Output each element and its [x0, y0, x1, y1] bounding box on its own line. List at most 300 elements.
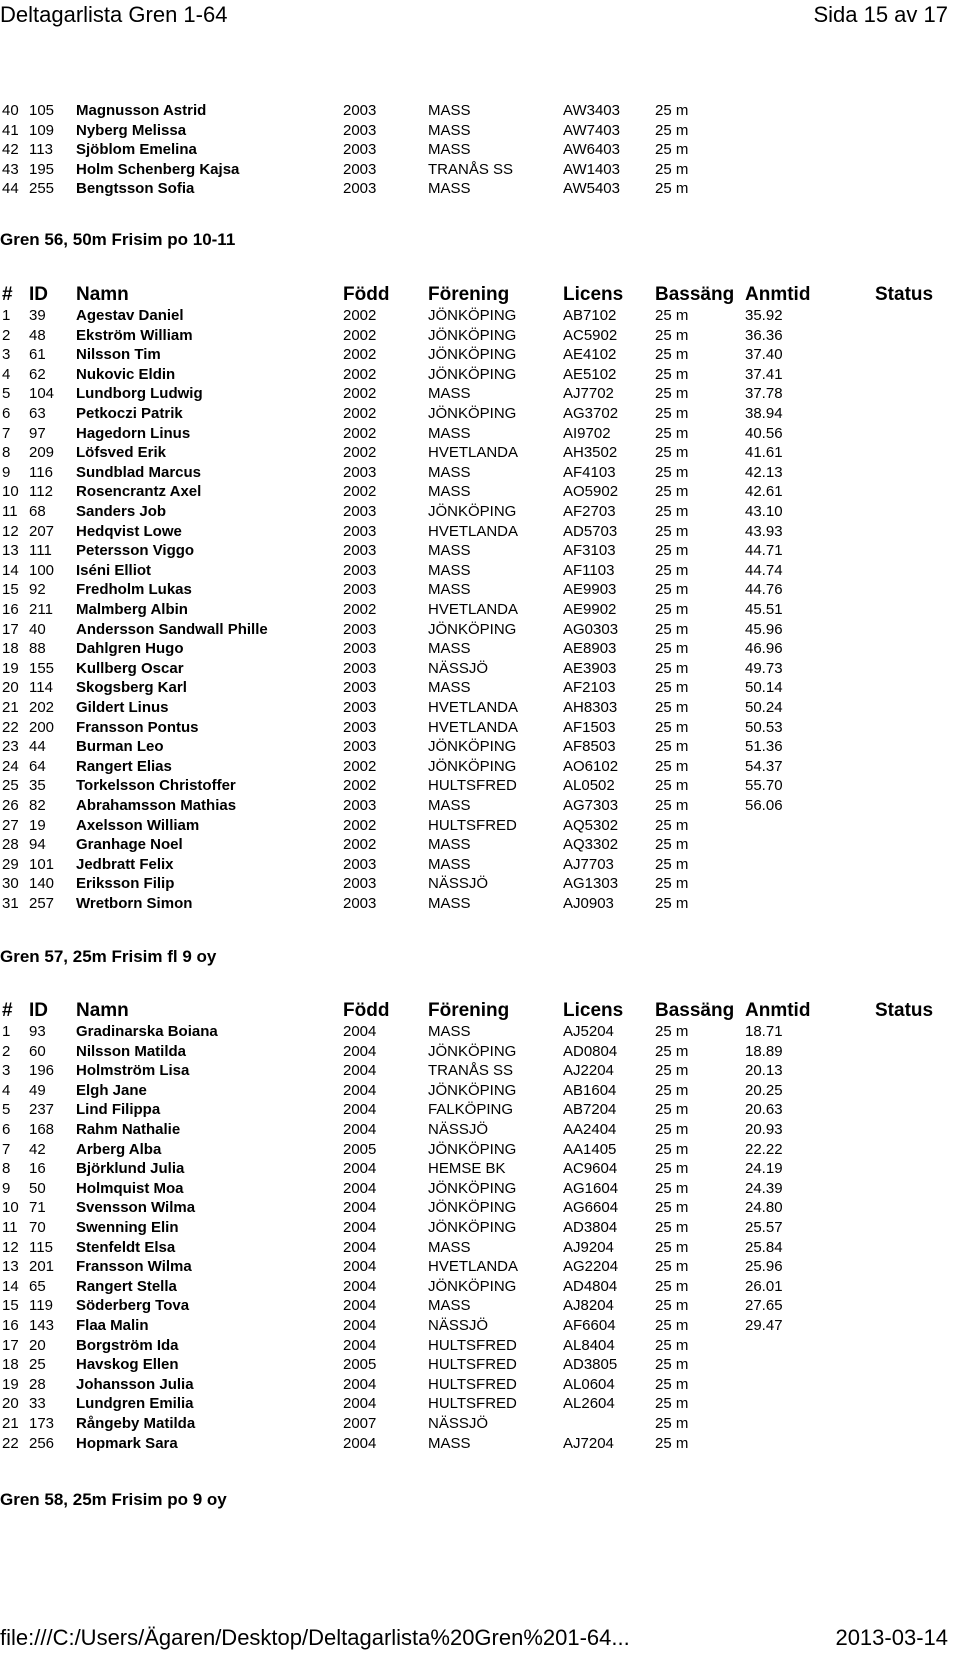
table-row	[0, 678, 948, 698]
place-cell: 20	[2, 1395, 19, 1413]
club-cell: MASS	[428, 581, 471, 599]
table-row	[0, 620, 948, 640]
place-cell: 4	[2, 1081, 11, 1099]
name-cell: Hopmark Sara	[76, 1434, 178, 1452]
name-cell: Fransson Wilma	[76, 1258, 192, 1276]
pool-cell: 25 m	[655, 503, 689, 520]
birth-year-cell: 2003	[343, 659, 377, 677]
entry-time-cell: 37.40	[745, 346, 783, 364]
birth-year-cell: 2003	[343, 141, 377, 159]
license-cell: AW1403	[563, 160, 620, 178]
pool-cell: 25 m	[655, 1434, 689, 1452]
license-cell: AI9702	[563, 424, 611, 442]
club-cell: MASS	[428, 180, 471, 198]
name-cell: Skogsberg Karl	[76, 679, 187, 697]
table-row	[0, 639, 948, 659]
entry-time-cell: 46.96	[745, 640, 783, 658]
entry-time-cell: 49.73	[745, 659, 783, 677]
swimmer-id-cell: 113	[29, 141, 53, 159]
swimmer-id-cell: 33	[29, 1395, 46, 1413]
swimmer-id-cell: 20	[29, 1336, 46, 1354]
birth-year-cell: 2002	[343, 424, 377, 442]
club-cell: MASS	[428, 424, 471, 442]
place-cell: 44	[2, 180, 19, 198]
table-row	[0, 796, 948, 816]
license-cell: AO6102	[563, 757, 619, 775]
club-cell: JÖNKÖPING	[428, 1140, 517, 1158]
pool-cell: 25 m	[655, 1101, 689, 1119]
pool-cell: 25 m	[655, 1199, 689, 1217]
swimmer-id-cell: 173	[29, 1415, 55, 1432]
table-row	[0, 757, 948, 777]
table-row	[0, 718, 948, 738]
pool-cell: 25 m	[655, 1179, 689, 1197]
place-cell: 7	[2, 424, 11, 442]
license-cell: AB1604	[563, 1081, 617, 1099]
place-cell: 26	[2, 797, 19, 814]
column-header-license: Licens	[563, 284, 624, 305]
entry-time-cell: 56.06	[745, 797, 783, 814]
column-header-born: Född	[343, 1000, 390, 1021]
club-cell: FALKÖPING	[428, 1101, 514, 1119]
name-cell: Kullberg Oscar	[76, 659, 184, 677]
license-cell: AW5403	[563, 180, 620, 198]
swimmer-id-cell: 35	[29, 777, 46, 795]
swimmer-id-cell: 112	[29, 483, 53, 501]
table-row	[0, 541, 948, 561]
table-row	[0, 561, 948, 581]
birth-year-cell: 2002	[343, 757, 377, 775]
license-cell: AG2204	[563, 1258, 619, 1276]
license-cell: AC5902	[563, 326, 618, 344]
name-cell: Sundblad Marcus	[76, 463, 202, 481]
birth-year-cell: 2004	[343, 1238, 377, 1256]
license-cell: AD3805	[563, 1356, 618, 1374]
license-cell: AD5703	[563, 522, 618, 540]
club-cell: JÖNKÖPING	[428, 1199, 517, 1217]
birth-year-cell: 2004	[343, 1101, 377, 1119]
place-cell: 5	[2, 1101, 11, 1119]
club-cell: MASS	[428, 102, 471, 119]
name-cell: Rosencrantz Axel	[76, 483, 202, 501]
column-header-entry-time: Anmtid	[745, 1000, 811, 1021]
license-cell: AG0303	[563, 620, 619, 638]
column-header-club: Förening	[428, 284, 510, 305]
license-cell: AO5902	[563, 483, 619, 501]
name-cell: Löfsved Erik	[76, 444, 167, 462]
column-header-id: ID	[29, 284, 48, 305]
pool-cell: 25 m	[655, 1277, 689, 1295]
entry-time-cell: 42.13	[745, 463, 783, 481]
pool-cell: 25 m	[655, 640, 689, 658]
birth-year-cell: 2003	[343, 855, 377, 873]
swimmer-id-cell: 63	[29, 405, 46, 422]
entry-time-cell: 18.89	[745, 1042, 783, 1060]
table-row	[0, 659, 948, 679]
swimmer-id-cell: 64	[29, 757, 46, 775]
swimmer-id-cell: 50	[29, 1179, 46, 1197]
license-cell: AF8503	[563, 738, 616, 756]
birth-year-cell: 2003	[343, 718, 377, 736]
club-cell: MASS	[428, 1238, 471, 1256]
license-cell: AF1503	[563, 718, 616, 736]
table-row	[0, 384, 948, 404]
name-cell: Rångeby Matilda	[76, 1415, 196, 1432]
license-cell: AQ5302	[563, 816, 619, 834]
club-cell: MASS	[428, 679, 471, 697]
entry-time-cell: 18.71	[745, 1023, 783, 1040]
pool-cell: 25 m	[655, 816, 689, 834]
table-row	[0, 1022, 948, 1042]
license-cell: AG3702	[563, 405, 619, 422]
entry-time-cell: 50.14	[745, 679, 783, 697]
table-row	[0, 345, 948, 365]
club-cell: JÖNKÖPING	[428, 1219, 517, 1236]
pool-cell: 25 m	[655, 1415, 689, 1432]
club-cell: MASS	[428, 121, 471, 139]
swimmer-id-cell: 207	[29, 522, 55, 540]
license-cell: AE4102	[563, 346, 617, 364]
place-cell: 42	[2, 141, 19, 159]
club-cell: NÄSSJÖ	[428, 659, 489, 677]
birth-year-cell: 2004	[343, 1258, 377, 1276]
place-cell: 21	[2, 699, 19, 716]
place-cell: 29	[2, 855, 19, 873]
place-cell: 8	[2, 1160, 11, 1178]
club-cell: MASS	[428, 855, 471, 873]
club-cell: MASS	[428, 1297, 471, 1315]
birth-year-cell: 2004	[343, 1160, 377, 1178]
pool-cell: 25 m	[655, 875, 689, 893]
name-cell: Borgström Ida	[76, 1336, 179, 1354]
entry-time-cell: 20.13	[745, 1062, 783, 1080]
swimmer-id-cell: 97	[29, 424, 46, 442]
file-path: file:///C:/Users/Ägaren/Desktop/Deltagarlista%20Gren%201-64...	[0, 1625, 630, 1650]
column-header-name: Namn	[76, 1000, 129, 1021]
license-cell: AJ2204	[563, 1062, 614, 1080]
table-row	[0, 179, 948, 199]
entry-time-cell: 50.53	[745, 718, 783, 736]
name-cell: Rahm Nathalie	[76, 1121, 181, 1138]
table-row	[0, 1257, 948, 1277]
birth-year-cell: 2002	[343, 816, 377, 834]
birth-year-cell: 2005	[343, 1356, 377, 1374]
place-cell: 18	[2, 640, 19, 658]
pool-cell: 25 m	[655, 1219, 689, 1236]
pool-cell: 25 m	[655, 522, 689, 540]
license-cell: AE5102	[563, 365, 617, 383]
club-cell: MASS	[428, 1434, 471, 1452]
table-row	[0, 424, 948, 444]
license-cell: AG1303	[563, 875, 619, 893]
name-cell: Eriksson Filip	[76, 875, 175, 893]
name-cell: Petersson Viggo	[76, 542, 195, 560]
swimmer-id-cell: 237	[29, 1101, 55, 1119]
license-cell: AF1103	[563, 561, 615, 579]
license-cell: AD3804	[563, 1219, 618, 1236]
entry-time-cell: 20.63	[745, 1101, 783, 1119]
name-cell: Bengtsson Sofia	[76, 180, 195, 198]
name-cell: Rangert Elias	[76, 757, 172, 775]
table-row	[0, 1336, 948, 1356]
pool-cell: 25 m	[655, 307, 689, 324]
license-cell: AL8404	[563, 1336, 615, 1354]
table-row	[0, 1159, 948, 1179]
license-cell: AA2404	[563, 1121, 617, 1138]
license-cell: AF6604	[563, 1317, 616, 1334]
event-title: Gren 58, 25m Frisim po 9 oy	[0, 1490, 227, 1509]
entry-time-cell: 40.56	[745, 424, 783, 442]
birth-year-cell: 2002	[343, 365, 377, 383]
license-cell: AQ3302	[563, 836, 619, 854]
license-cell: AG6604	[563, 1199, 619, 1217]
swimmer-id-cell: 195	[29, 160, 55, 178]
swimmer-id-cell: 105	[29, 102, 55, 119]
table-row	[0, 1120, 948, 1140]
place-cell: 19	[2, 1375, 19, 1393]
pool-cell: 25 m	[655, 601, 689, 618]
pool-cell: 25 m	[655, 1042, 689, 1060]
license-cell: AJ5204	[563, 1023, 614, 1040]
table-row	[0, 1414, 948, 1434]
table-row	[0, 776, 948, 796]
name-cell: Jedbratt Felix	[76, 855, 174, 873]
document-title: Deltagarlista Gren 1-64	[0, 2, 228, 27]
name-cell: Svensson Wilma	[76, 1199, 196, 1217]
club-cell: JÖNKÖPING	[428, 1042, 517, 1060]
swimmer-id-cell: 19	[29, 816, 46, 834]
license-cell: AL0604	[563, 1375, 615, 1393]
entry-time-cell: 20.93	[745, 1121, 783, 1138]
name-cell: Nukovic Eldin	[76, 365, 176, 383]
birth-year-cell: 2004	[343, 1199, 377, 1217]
birth-year-cell: 2004	[343, 1317, 377, 1334]
swimmer-id-cell: 200	[29, 718, 55, 736]
entry-time-cell: 24.80	[745, 1199, 783, 1217]
club-cell: MASS	[428, 895, 471, 912]
club-cell: HULTSFRED	[428, 816, 517, 834]
table-row	[0, 1081, 948, 1101]
swimmer-id-cell: 100	[29, 561, 55, 579]
birth-year-cell: 2003	[343, 620, 377, 638]
pool-cell: 25 m	[655, 1356, 689, 1374]
pool-cell: 25 m	[655, 699, 689, 716]
pool-cell: 25 m	[655, 1317, 689, 1334]
pool-cell: 25 m	[655, 1375, 689, 1393]
pool-cell: 25 m	[655, 836, 689, 854]
swimmer-id-cell: 201	[29, 1258, 55, 1276]
table-row	[0, 855, 948, 875]
place-cell: 27	[2, 816, 19, 834]
place-cell: 14	[2, 1277, 19, 1295]
pool-cell: 25 m	[655, 1336, 689, 1354]
birth-year-cell: 2004	[343, 1042, 377, 1060]
column-header-status: Status	[875, 284, 934, 305]
name-cell: Lundgren Emilia	[76, 1395, 194, 1413]
table-row	[0, 1355, 948, 1375]
entry-time-cell: 51.36	[745, 738, 783, 756]
table-row	[0, 365, 948, 385]
place-cell: 10	[2, 1199, 19, 1217]
name-cell: Rangert Stella	[76, 1277, 177, 1295]
license-cell: AH3502	[563, 444, 618, 462]
birth-year-cell: 2004	[343, 1297, 377, 1315]
name-cell: Sjöblom Emelina	[76, 141, 197, 159]
name-cell: Elgh Jane	[76, 1081, 147, 1099]
pool-cell: 25 m	[655, 1140, 689, 1158]
club-cell: MASS	[428, 463, 471, 481]
swimmer-id-cell: 60	[29, 1042, 46, 1060]
birth-year-cell: 2004	[343, 1395, 377, 1413]
pool-cell: 25 m	[655, 444, 689, 462]
name-cell: Fredholm Lukas	[76, 581, 192, 599]
place-cell: 13	[2, 1258, 19, 1276]
club-cell: JÖNKÖPING	[428, 1081, 517, 1099]
entry-time-cell: 44.71	[745, 542, 783, 560]
swimmer-id-cell: 42	[29, 1140, 46, 1158]
place-cell: 19	[2, 659, 19, 677]
club-cell: JÖNKÖPING	[428, 757, 517, 775]
license-cell: AB7102	[563, 307, 617, 324]
place-cell: 13	[2, 542, 19, 560]
club-cell: TRANÅS SS	[428, 160, 514, 178]
birth-year-cell: 2003	[343, 102, 377, 119]
license-cell: AD0804	[563, 1042, 618, 1060]
swimmer-id-cell: 211	[29, 601, 53, 618]
table-row	[0, 600, 948, 620]
place-cell: 1	[2, 1023, 11, 1040]
pool-cell: 25 m	[655, 1395, 689, 1413]
swimmer-id-cell: 101	[29, 855, 55, 873]
place-cell: 3	[2, 346, 11, 364]
club-cell: HULTSFRED	[428, 777, 517, 795]
license-cell: AW6403	[563, 141, 620, 159]
name-cell: Andersson Sandwall Phille	[76, 620, 268, 638]
name-cell: Petkoczi Patrik	[76, 405, 183, 422]
club-cell: NÄSSJÖ	[428, 1317, 489, 1334]
pool-cell: 25 m	[655, 365, 689, 383]
swimmer-id-cell: 61	[29, 346, 46, 364]
place-cell: 10	[2, 483, 19, 501]
club-cell: HULTSFRED	[428, 1375, 517, 1393]
swimmer-id-cell: 140	[29, 875, 55, 893]
birth-year-cell: 2003	[343, 463, 377, 481]
table-row	[0, 1434, 948, 1454]
club-cell: MASS	[428, 385, 471, 403]
place-cell: 9	[2, 1179, 11, 1197]
table-row	[0, 404, 948, 424]
entry-time-cell: 24.39	[745, 1179, 783, 1197]
license-cell: AH8303	[563, 699, 618, 716]
swimmer-id-cell: 115	[29, 1238, 53, 1256]
table-row	[0, 1296, 948, 1316]
name-cell: Holm Schenberg Kajsa	[76, 160, 240, 178]
swimmer-id-cell: 82	[29, 797, 46, 814]
table-row	[0, 1061, 948, 1081]
pool-cell: 25 m	[655, 463, 689, 481]
license-cell: AW3403	[563, 102, 620, 119]
pool-cell: 25 m	[655, 561, 689, 579]
name-cell: Iséni Elliot	[76, 561, 152, 579]
name-cell: Johansson Julia	[76, 1375, 194, 1393]
entry-time-cell: 29.47	[745, 1317, 783, 1334]
place-cell: 17	[2, 1336, 19, 1354]
swimmer-id-cell: 168	[29, 1121, 55, 1138]
name-cell: Sanders Job	[76, 503, 167, 520]
place-cell: 4	[2, 365, 11, 383]
name-cell: Dahlgren Hugo	[76, 640, 184, 658]
license-cell: AJ0903	[563, 895, 614, 912]
entry-time-cell: 22.22	[745, 1140, 783, 1158]
club-cell: JÖNKÖPING	[428, 620, 517, 638]
name-cell: Magnusson Astrid	[76, 102, 207, 119]
place-cell: 18	[2, 1356, 19, 1374]
place-cell: 12	[2, 522, 19, 540]
entry-time-cell: 55.70	[745, 777, 783, 795]
license-cell: AE9903	[563, 581, 617, 599]
entry-time-cell: 43.10	[745, 503, 783, 520]
table-row	[0, 140, 948, 160]
table-row	[0, 1375, 948, 1395]
club-cell: MASS	[428, 1023, 471, 1040]
license-cell: AL2604	[563, 1395, 615, 1413]
entry-time-cell: 50.24	[745, 699, 783, 716]
birth-year-cell: 2002	[343, 483, 377, 501]
name-cell: Nilsson Matilda	[76, 1042, 187, 1060]
table-row	[0, 160, 948, 180]
birth-year-cell: 2004	[343, 1434, 377, 1452]
table-row	[0, 121, 948, 141]
swimmer-id-cell: 109	[29, 121, 55, 139]
license-cell: AA1405	[563, 1140, 617, 1158]
club-cell: JÖNKÖPING	[428, 503, 517, 520]
swimmer-id-cell: 119	[29, 1297, 53, 1315]
swimmer-id-cell: 40	[29, 620, 46, 638]
birth-year-cell: 2004	[343, 1336, 377, 1354]
place-cell: 7	[2, 1140, 11, 1158]
name-cell: Nilsson Tim	[76, 346, 161, 364]
swimmer-id-cell: 255	[29, 180, 55, 198]
club-cell: NÄSSJÖ	[428, 875, 489, 893]
column-header-id: ID	[29, 1000, 48, 1021]
birth-year-cell: 2003	[343, 797, 377, 814]
table-row	[0, 737, 948, 757]
club-cell: JÖNKÖPING	[428, 405, 517, 422]
license-cell: AW7403	[563, 121, 620, 139]
place-cell: 30	[2, 875, 19, 893]
swimmer-id-cell: 39	[29, 307, 46, 324]
birth-year-cell: 2003	[343, 581, 377, 599]
pool-cell: 25 m	[655, 542, 689, 560]
club-cell: HVETLANDA	[428, 444, 519, 462]
swimmer-id-cell: 70	[29, 1219, 46, 1236]
club-cell: JÖNKÖPING	[428, 738, 517, 756]
swimmer-id-cell: 209	[29, 444, 55, 462]
table-row	[0, 443, 948, 463]
place-cell: 20	[2, 679, 19, 697]
pool-cell: 25 m	[655, 797, 689, 814]
club-cell: HVETLANDA	[428, 699, 519, 716]
pool-cell: 25 m	[655, 1160, 689, 1178]
pool-cell: 25 m	[655, 1081, 689, 1099]
club-cell: HULTSFRED	[428, 1395, 517, 1413]
birth-year-cell: 2003	[343, 180, 377, 198]
birth-year-cell: 2003	[343, 522, 377, 540]
club-cell: HULTSFRED	[428, 1356, 517, 1374]
birth-year-cell: 2003	[343, 542, 377, 560]
birth-year-cell: 2003	[343, 699, 377, 716]
birth-year-cell: 2002	[343, 405, 377, 422]
